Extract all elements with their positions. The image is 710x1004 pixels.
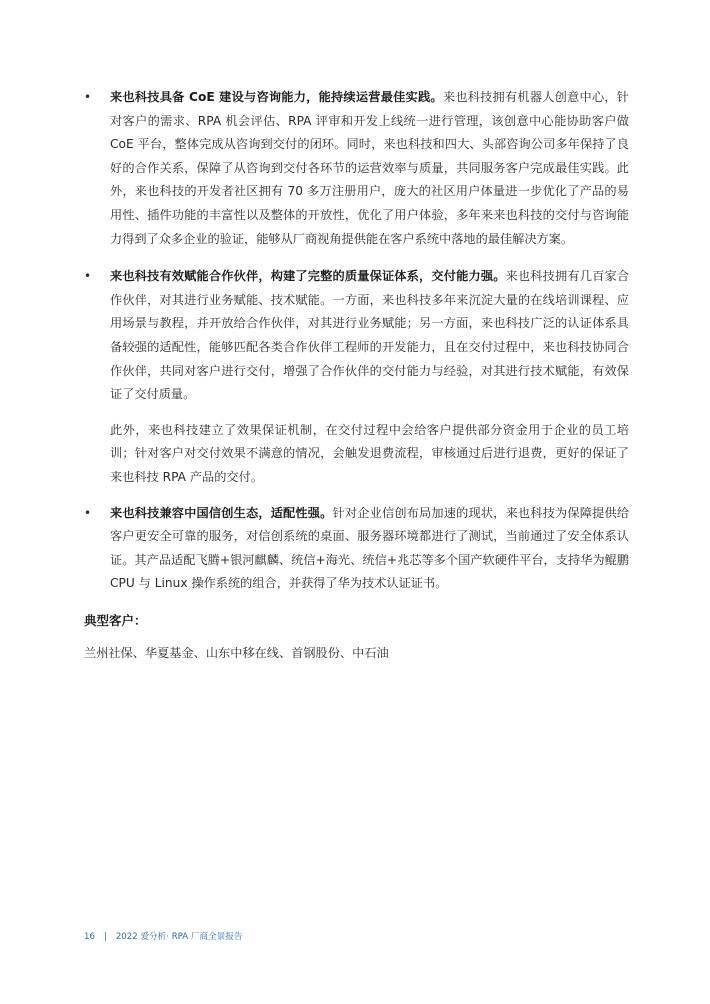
bullet-text: 来也科技拥有几百家合作伙伴，对其进行业务赋能、技术赋能。一方面，来也科技多年来沉淀大量的在线培训课程、应用场景与教程，并开放给合作伙伴，对其进行业务赋能；另一方面，来也科技广泛的认证体系具备较强的适配性，能够匹配各类合作伙伴工程师的开发能力，且在交付过程中，来也科技协同合作伙伴，共同对客户进行交付，增强了合作伙伴的交付能力与经验，对其进行技术赋能，有效保证了交付质量。 <box>110 269 630 402</box>
bullet-dot: • <box>84 90 92 104</box>
page-footer <box>84 930 242 942</box>
main-content <box>84 86 629 664</box>
bullet-partners <box>84 265 629 407</box>
bullet-dot: • <box>84 505 92 520</box>
page-number: 16 <box>84 932 95 942</box>
bullet-coe <box>84 86 629 251</box>
bullet-text: 来也科技拥有机器人创意中心，针对客户的需求、RPA 机会评估、RPA 评审和开发上线统一进行管理，该创意中心能协助客户做 CoE 平台，整体完成从咨询到交付的闭环。同时，来也科技和四大、头部咨询公司多年保持了良好的合作关系，保障了从咨询到交付各环节的运营效率与质量，共同服务客户完成最佳实践。此外，来也科技的开发者社区拥有 70 多万注册用户，庞大的社区用户体量进一步优化了产品的易用性、插件功能的丰富性以及整体的开放性，优化了用户体验，多年来来也科技的交付与咨询能力得到了众多企业的验证，能够从厂商视角提供能在客户系统中落地的最佳解决方案。 <box>110 90 629 246</box>
bullet-dot: • <box>84 269 92 284</box>
clients-list: 兰州社保、华夏基金、山东中移在线、首钢股份、中石油 <box>84 645 389 660</box>
bullet-xinchuang <box>84 502 629 596</box>
bullet-lead: 来也科技兼容中国信创生态，适配性强。 <box>110 505 333 520</box>
bullet-lead: 来也科技具备 CoE 建设与咨询能力，能持续运营最佳实践。 <box>110 90 443 104</box>
report-title: 2022 爱分析· RPA 厂商全景报告 <box>115 932 243 942</box>
clients-title: 典型客户： <box>84 612 147 628</box>
footer-separator: | <box>103 932 107 942</box>
extra-paragraph: 此外，来也科技建立了效果保证机制，在交付过程中会给客户提供部分资金用于企业的员工培训；针对客户对交付效果不满意的情况，会触发退费流程，审核通过后进行退费，更好的保证了来也科技 RPA 产品的交付。 <box>110 422 629 484</box>
bullet-text: 针对企业信创布局加速的现状，来也科技为保障提供给客户更安全可靠的服务，对信创系统的桌面、服务器环境都进行了测试，当前通过了安全体系认证。其产品适配飞腾+银河麒麟、统信+海光、统信+兆芯等多个国产软硬件平台，支持华为鲲鹏 CPU 与 Linux 操作系统的组合，并获得了华为技术认证证书。 <box>110 505 630 591</box>
bullet-lead: 来也科技有效赋能合作伙伴，构建了完整的质量保证体系，交付能力强。 <box>110 269 506 284</box>
